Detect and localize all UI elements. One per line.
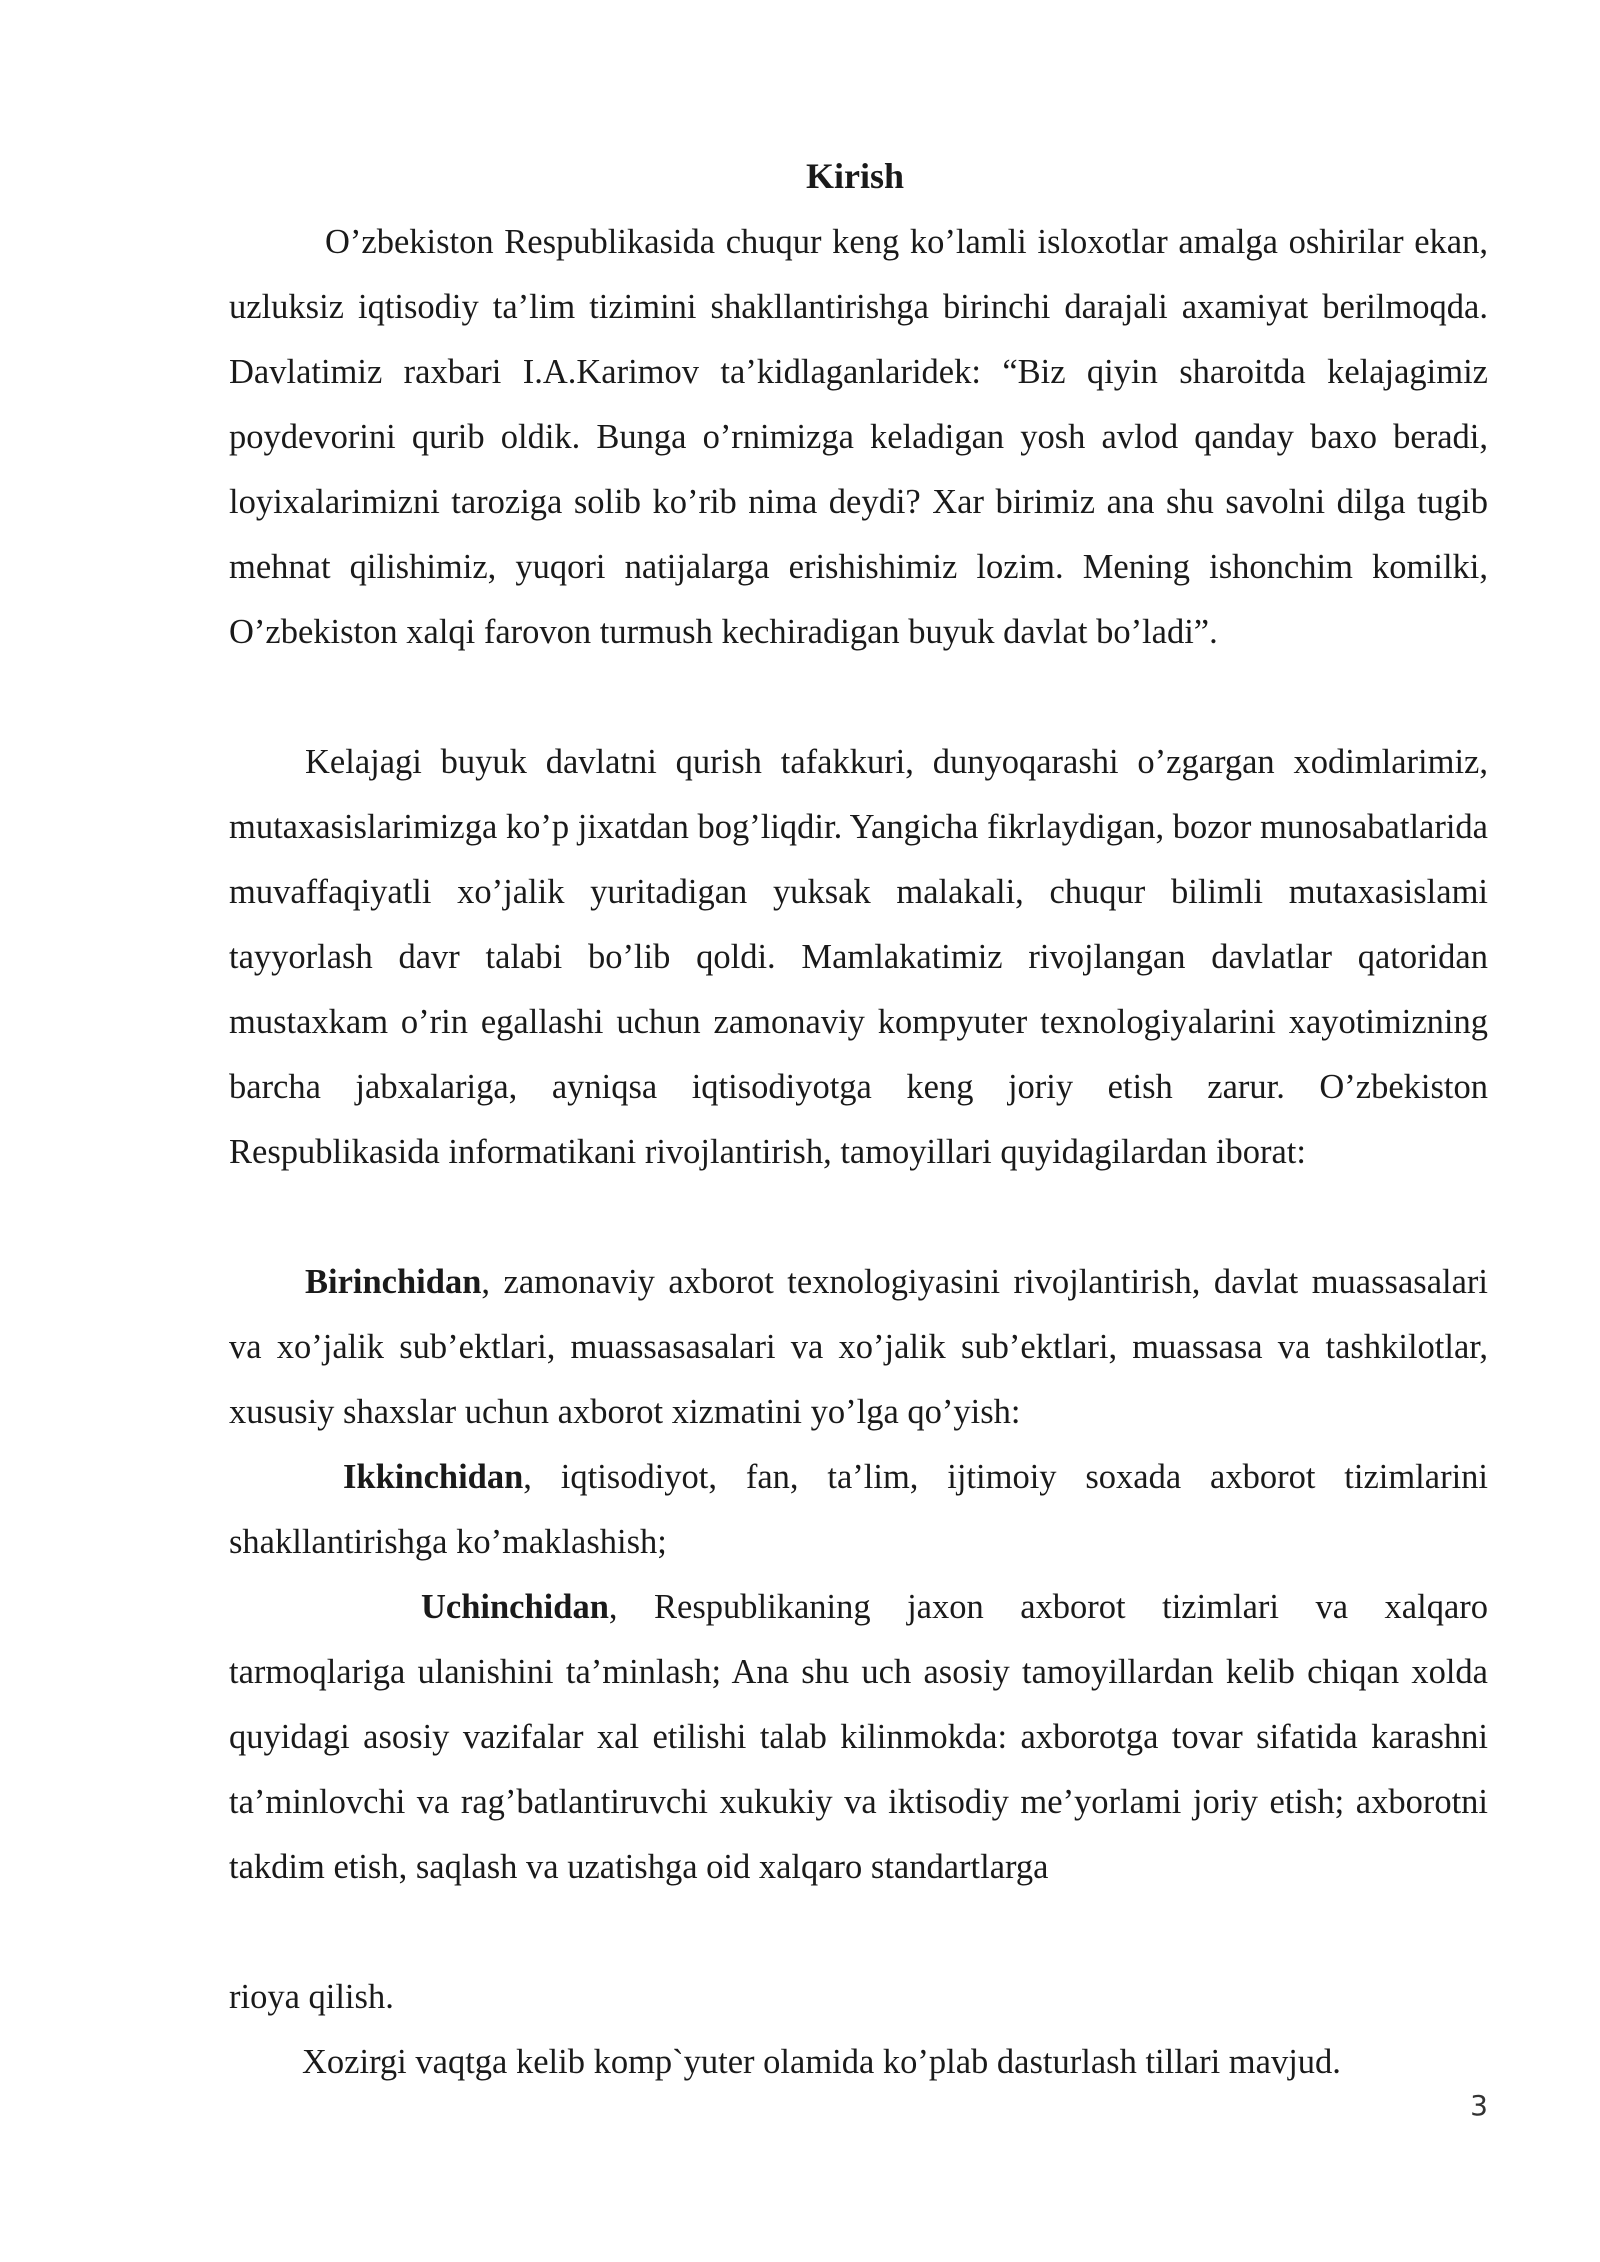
- first-principle-text: , zamonaviy axborot texnologiyasini rivojlantirish, davlat muassasalari va xo’jalik sub’ektlari, muassasasalari va xo’jalik sub’ektlari, muassasa va tashkilotlar, xususiy shaxslar uchun axborot xizmatini yo’lga qo’yish:: [229, 1263, 1488, 1431]
- paragraph-future: Kelajagi buyuk davlatni qurish tafakkuri, dunyoqarashi o’zgargan xodimlarimiz, mutaxasislarimizga ko’p jixatdan bog’liqdir. Yangicha fikrlaydigan, bozor munosabatlarida muvaffaqiyatli xo’jalik yuritadigan yuksak malakali, chuqur bilimli mutaxasislami tayyorlash davr talabi bo’lib qoldi. Mamlakatimiz rivojlangan davlatlar qatoridan mustaxkam o’rin egallashi uchun zamonaviy kompyuter texnologiyalarini xayotimizning barcha jabxalariga, ayniqsa iqtisodiyotga keng joriy etish zarur. O’zbekiston Respublikasida informatikani rivojlantirish, tamoyillari quyidagilardan iborat:: [229, 743, 1488, 1171]
- third-principle-text: , Respublikaning jaxon axborot tizimlari va xalqaro tarmoqlariga ulanishini ta’minlash; Ana shu uch asosiy tamoyillardan kelib chiqan xolda quyidagi asosiy vazifalar xal etilishi talab kilinmokda: axborotga tovar sifatida karashni ta’minlovchi va rag’batlantiruvchi xukukiy va iktisodiy me’yorlami joriy etish; axborotni takdim etish, saqlash va uzatishga oid xalqaro standartlarga: [229, 1588, 1488, 1886]
- paragraph-third-principle: [229, 1575, 1488, 1900]
- paragraph-second-principle: [229, 1445, 1488, 1575]
- page-title: Kirish: [805, 156, 904, 196]
- page-number: 3: [1470, 2089, 1488, 2122]
- third-principle-lead: Uchinchidan: [421, 1588, 609, 1626]
- first-principle-lead: Birinchidan: [305, 1263, 482, 1301]
- paragraph-first-principle: [229, 1250, 1488, 1445]
- second-principle-text: , iqtisodiyot, fan, ta’lim, ijtimoiy soxada axborot tizimlarini shakllantirishga ko’maklashish;: [229, 1458, 1488, 1561]
- paragraph-programming-languages: Xozirgi vaqtga kelib komp`yuter olamida ko’plab dasturlash tillari mavjud.: [302, 2043, 1341, 2081]
- paragraph-intro: O’zbekiston Respublikasida chuqur keng ko’lamli isloxotlar amalga oshirilar ekan, uzluksiz iqtisodiy ta’lim tizimini shakllantirishga birinchi darajali axamiyat berilmoqda. Davlatimiz raxbari I.A.Karimov ta’kidlaganlaridek: “Biz qiyin sharoitda kelajagimiz poydevorini qurib oldik. Bunga o’rnimizga keladigan yosh avlod qanday baxo beradi, loyixalarimizni taroziga solib ko’rib nima deydi? Xar birimiz ana shu savolni dilga tugib mehnat qilishimiz, yuqori natijalarga erishishimiz lozim. Mening ishonchim komilki, O’zbekiston xalqi farovon turmush kechiradigan buyuk davlat bo’ladi”.: [229, 223, 1488, 651]
- second-principle-lead: Ikkinchidan: [343, 1458, 524, 1496]
- paragraph-continuation: rioya qilish.: [229, 1978, 394, 2016]
